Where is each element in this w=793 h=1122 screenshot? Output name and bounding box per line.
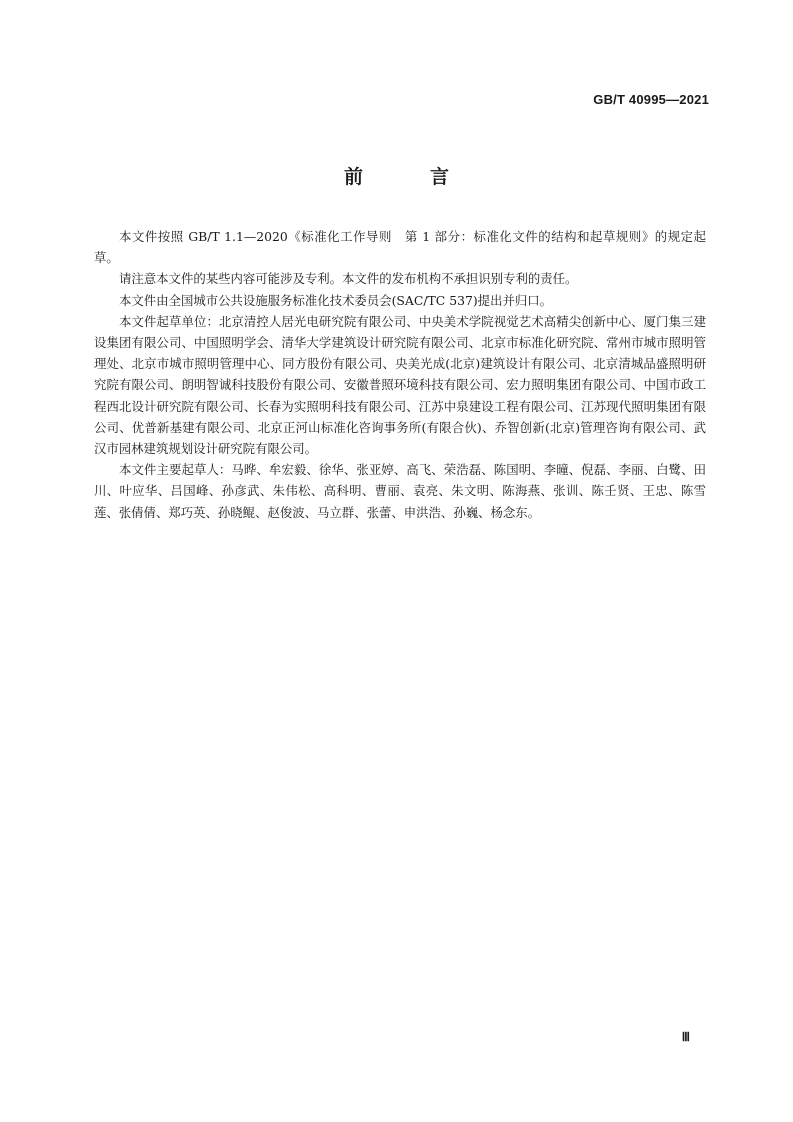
page-number: Ⅲ bbox=[681, 1030, 690, 1044]
paragraph-drafting-units: 本文件起草单位：北京清控人居光电研究院有限公司、中央美术学院视觉艺术高精尖创新中心、厦门集三建设集团有限公司、中国照明学会、清华大学建筑设计研究院有限公司、北京市标准化研究院、常州市城市照明管理处、北京市城市照明管理中心、同方股份有限公司、央美光成(北京)建筑设计有限公司、北京清城品盛照明研究院有限公司、朗明智诚科技股份有限公司、安徽普照环境科技有限公司、宏力照明集团有限公司、中国市政工程西北设计研究院有限公司、长春为实照明科技有限公司、江苏中泉建设工程有限公司、江苏现代照明集团有限公司、优普新基建有限公司、北京正河山标准化咨询事务所(有限合伙)、乔智创新(北京)管理咨询有限公司、武汉市园林建筑规划设计研究院有限公司。 bbox=[94, 313, 706, 457]
paragraph-committee: 本文件由全国城市公共设施服务标准化技术委员会(SAC/TC 537)提出并归口。 bbox=[119, 292, 553, 308]
document-body bbox=[94, 226, 706, 523]
paragraph-drafters: 本文件主要起草人：马晔、牟宏毅、徐华、张亚婷、高飞、荣浩磊、陈国明、李曈、倪磊、李丽、白鹭、田川、叶应华、吕国峰、孙彦武、朱伟松、高科明、曹丽、袁亮、朱文明、陈海燕、张训、陈壬贤、王忠、陈雪莲、张倩倩、郑巧英、孙晓鲲、赵俊波、马立群、张蕾、申洪浩、孙巍、杨念东。 bbox=[94, 462, 706, 520]
page-title: 前 言 bbox=[343, 166, 473, 188]
standard-code: GB/T 40995—2021 bbox=[593, 92, 709, 107]
paragraph-patent-notice: 请注意本文件的某些内容可能涉及专利。本文件的发布机构不承担识别专利的责任。 bbox=[119, 271, 578, 287]
paragraph-drafting-rules: 本文件按照 GB/T 1.1—2020《标准化工作导则 第 1 部分：标准化文件的结构和起草规则》的规定起草。 bbox=[94, 229, 706, 266]
